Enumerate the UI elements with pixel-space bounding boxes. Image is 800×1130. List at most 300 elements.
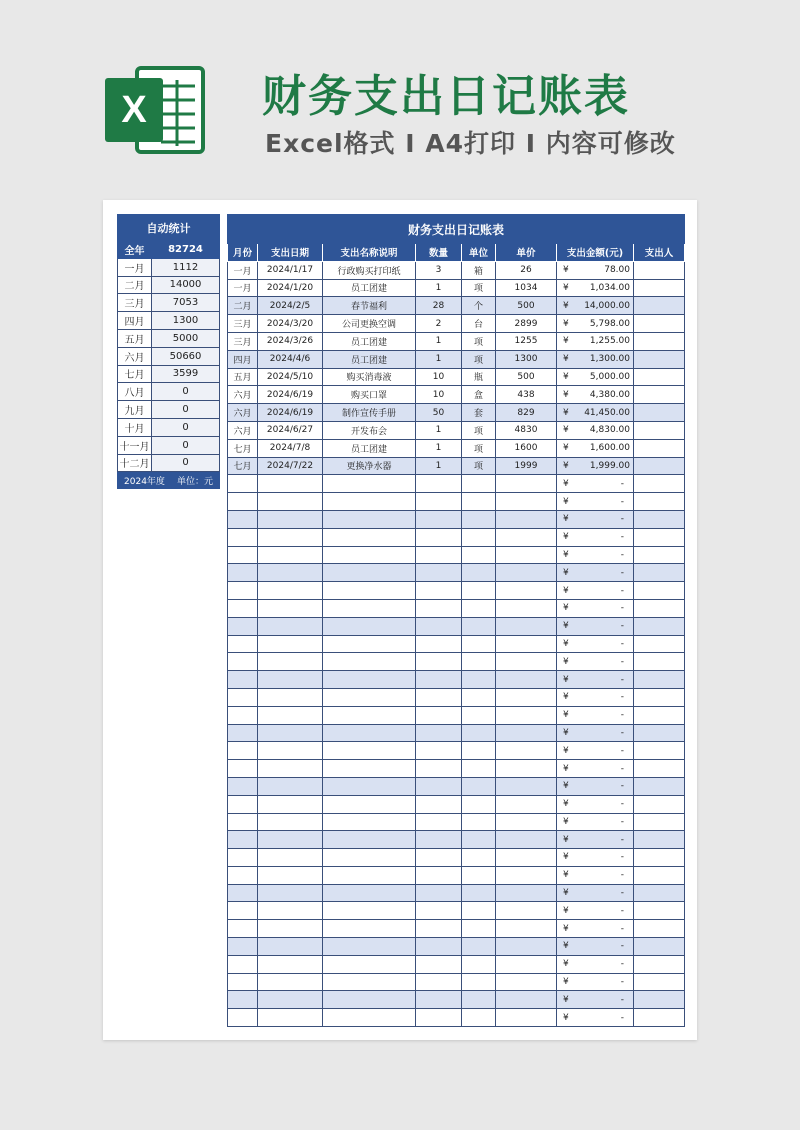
cell-amount[interactable]: ¥ - [557,475,634,493]
cell-price[interactable] [496,777,557,795]
cell-date[interactable] [258,688,323,706]
cell-qty[interactable] [416,884,462,902]
cell-month[interactable] [228,546,258,564]
cell-unit[interactable] [462,653,496,671]
cell-unit[interactable] [462,742,496,760]
cell-price[interactable]: 438 [496,386,557,404]
cell-month[interactable] [228,599,258,617]
cell-desc[interactable] [323,528,416,546]
cell-qty[interactable] [416,688,462,706]
cell-desc[interactable] [323,973,416,991]
cell-payer[interactable] [634,760,685,778]
cell-unit[interactable] [462,991,496,1009]
cell-date[interactable] [258,991,323,1009]
stats-month-value[interactable]: 1112 [152,258,220,276]
cell-desc[interactable] [323,991,416,1009]
cell-payer[interactable] [634,866,685,884]
stats-month-value[interactable]: 3599 [152,365,220,383]
cell-amount[interactable]: ¥ - [557,884,634,902]
cell-amount[interactable]: ¥ 4,380.00 [557,386,634,404]
cell-qty[interactable]: 1 [416,332,462,350]
cell-date[interactable]: 2024/4/6 [258,350,323,368]
cell-amount[interactable]: ¥ - [557,653,634,671]
cell-desc[interactable] [323,920,416,938]
cell-amount[interactable]: ¥ 14,000.00 [557,297,634,315]
cell-unit[interactable] [462,973,496,991]
cell-month[interactable]: 六月 [228,404,258,422]
cell-date[interactable]: 2024/2/5 [258,297,323,315]
cell-date[interactable] [258,742,323,760]
cell-price[interactable]: 4830 [496,421,557,439]
cell-date[interactable]: 2024/5/10 [258,368,323,386]
cell-desc[interactable]: 更换净水器 [323,457,416,475]
cell-qty[interactable]: 2 [416,315,462,333]
cell-unit[interactable] [462,1009,496,1027]
cell-amount[interactable]: ¥ 1,999.00 [557,457,634,475]
cell-unit[interactable] [462,938,496,956]
cell-desc[interactable] [323,831,416,849]
cell-qty[interactable] [416,546,462,564]
stats-month-label[interactable]: 四月 [118,312,152,330]
cell-amount[interactable]: ¥ - [557,1009,634,1027]
cell-payer[interactable] [634,831,685,849]
cell-amount[interactable]: ¥ 4,830.00 [557,421,634,439]
stats-month-label[interactable]: 八月 [118,383,152,401]
cell-price[interactable] [496,635,557,653]
cell-desc[interactable] [323,724,416,742]
cell-unit[interactable] [462,849,496,867]
cell-qty[interactable] [416,475,462,493]
cell-price[interactable]: 829 [496,404,557,422]
cell-unit[interactable] [462,866,496,884]
cell-month[interactable] [228,902,258,920]
cell-month[interactable] [228,635,258,653]
cell-date[interactable] [258,777,323,795]
cell-payer[interactable] [634,884,685,902]
cell-payer[interactable] [634,421,685,439]
cell-amount[interactable]: ¥ - [557,777,634,795]
cell-unit[interactable] [462,493,496,511]
cell-unit[interactable]: 项 [462,350,496,368]
cell-desc[interactable] [323,653,416,671]
cell-unit[interactable]: 盒 [462,386,496,404]
cell-month[interactable]: 六月 [228,421,258,439]
cell-month[interactable]: 七月 [228,457,258,475]
cell-price[interactable] [496,493,557,511]
cell-desc[interactable] [323,493,416,511]
cell-amount[interactable]: ¥ - [557,902,634,920]
cell-amount[interactable]: ¥ - [557,635,634,653]
cell-price[interactable] [496,706,557,724]
cell-desc[interactable] [323,849,416,867]
cell-amount[interactable]: ¥ 41,450.00 [557,404,634,422]
stats-month-label[interactable]: 二月 [118,276,152,294]
cell-month[interactable] [228,742,258,760]
cell-month[interactable] [228,617,258,635]
cell-desc[interactable] [323,813,416,831]
stats-month-label[interactable]: 七月 [118,365,152,383]
cell-month[interactable] [228,510,258,528]
cell-date[interactable] [258,902,323,920]
cell-month[interactable] [228,831,258,849]
cell-payer[interactable] [634,546,685,564]
cell-month[interactable] [228,884,258,902]
cell-date[interactable] [258,938,323,956]
stats-month-label[interactable]: 五月 [118,329,152,347]
stats-total-value[interactable]: 82724 [152,241,220,259]
stats-month-value[interactable]: 0 [152,454,220,472]
cell-amount[interactable]: ¥ - [557,582,634,600]
cell-amount[interactable]: ¥ - [557,831,634,849]
cell-price[interactable] [496,884,557,902]
cell-payer[interactable] [634,724,685,742]
cell-unit[interactable] [462,510,496,528]
cell-desc[interactable]: 春节福利 [323,297,416,315]
cell-month[interactable] [228,564,258,582]
cell-desc[interactable] [323,475,416,493]
cell-amount[interactable]: ¥ - [557,510,634,528]
cell-amount[interactable]: ¥ - [557,724,634,742]
cell-payer[interactable] [634,671,685,689]
cell-desc[interactable] [323,688,416,706]
cell-date[interactable]: 2024/6/19 [258,386,323,404]
cell-price[interactable] [496,599,557,617]
cell-desc[interactable] [323,902,416,920]
cell-unit[interactable] [462,760,496,778]
cell-desc[interactable]: 开发布会 [323,421,416,439]
cell-payer[interactable] [634,368,685,386]
cell-unit[interactable] [462,546,496,564]
cell-price[interactable]: 26 [496,261,557,279]
cell-month[interactable] [228,582,258,600]
cell-desc[interactable] [323,582,416,600]
cell-price[interactable] [496,760,557,778]
cell-date[interactable] [258,760,323,778]
cell-payer[interactable] [634,510,685,528]
cell-price[interactable] [496,582,557,600]
cell-date[interactable]: 2024/7/8 [258,439,323,457]
cell-qty[interactable]: 1 [416,439,462,457]
cell-desc[interactable] [323,510,416,528]
cell-desc[interactable]: 购买口罩 [323,386,416,404]
stats-month-label[interactable]: 十一月 [118,436,152,454]
cell-unit[interactable]: 箱 [462,261,496,279]
cell-qty[interactable] [416,760,462,778]
stats-month-label[interactable]: 一月 [118,258,152,276]
cell-unit[interactable] [462,920,496,938]
cell-amount[interactable]: ¥ - [557,617,634,635]
cell-payer[interactable] [634,261,685,279]
cell-month[interactable] [228,920,258,938]
column-header[interactable]: 支出名称说明 [323,244,416,262]
cell-price[interactable] [496,813,557,831]
cell-date[interactable] [258,671,323,689]
cell-desc[interactable] [323,617,416,635]
cell-desc[interactable] [323,938,416,956]
cell-desc[interactable]: 员工团建 [323,350,416,368]
column-header[interactable]: 支出金额(元) [557,244,634,262]
cell-date[interactable] [258,866,323,884]
cell-month[interactable] [228,528,258,546]
cell-payer[interactable] [634,439,685,457]
cell-month[interactable]: 三月 [228,315,258,333]
cell-price[interactable] [496,475,557,493]
cell-price[interactable] [496,617,557,635]
cell-payer[interactable] [634,991,685,1009]
cell-payer[interactable] [634,332,685,350]
cell-month[interactable] [228,475,258,493]
cell-price[interactable] [496,510,557,528]
cell-qty[interactable] [416,991,462,1009]
cell-amount[interactable]: ¥ 5,000.00 [557,368,634,386]
cell-unit[interactable]: 项 [462,332,496,350]
cell-month[interactable]: 一月 [228,279,258,297]
cell-month[interactable]: 七月 [228,439,258,457]
cell-qty[interactable] [416,866,462,884]
cell-desc[interactable]: 员工团建 [323,439,416,457]
cell-amount[interactable]: ¥ - [557,742,634,760]
cell-unit[interactable] [462,831,496,849]
cell-payer[interactable] [634,973,685,991]
stats-month-value[interactable]: 0 [152,436,220,454]
column-header[interactable]: 支出人 [634,244,685,262]
cell-date[interactable] [258,510,323,528]
cell-desc[interactable]: 购买消毒液 [323,368,416,386]
cell-unit[interactable] [462,795,496,813]
cell-price[interactable] [496,955,557,973]
column-header[interactable]: 数量 [416,244,462,262]
cell-desc[interactable] [323,866,416,884]
cell-qty[interactable]: 10 [416,386,462,404]
cell-month[interactable] [228,653,258,671]
cell-price[interactable] [496,831,557,849]
cell-amount[interactable]: ¥ 1,255.00 [557,332,634,350]
cell-payer[interactable] [634,599,685,617]
cell-month[interactable] [228,760,258,778]
cell-payer[interactable] [634,528,685,546]
cell-price[interactable] [496,866,557,884]
cell-payer[interactable] [634,617,685,635]
cell-payer[interactable] [634,635,685,653]
cell-amount[interactable]: ¥ - [557,991,634,1009]
cell-payer[interactable] [634,350,685,368]
cell-amount[interactable]: ¥ - [557,938,634,956]
cell-qty[interactable] [416,493,462,511]
stats-month-value[interactable]: 0 [152,418,220,436]
cell-desc[interactable]: 员工团建 [323,279,416,297]
cell-payer[interactable] [634,315,685,333]
cell-unit[interactable]: 项 [462,279,496,297]
cell-desc[interactable] [323,1009,416,1027]
cell-month[interactable]: 四月 [228,350,258,368]
cell-desc[interactable] [323,795,416,813]
cell-month[interactable]: 一月 [228,261,258,279]
cell-payer[interactable] [634,1009,685,1027]
cell-qty[interactable] [416,671,462,689]
cell-payer[interactable] [634,475,685,493]
cell-qty[interactable]: 50 [416,404,462,422]
cell-date[interactable] [258,653,323,671]
cell-unit[interactable] [462,706,496,724]
cell-date[interactable] [258,1009,323,1027]
cell-amount[interactable]: ¥ - [557,973,634,991]
cell-payer[interactable] [634,849,685,867]
cell-qty[interactable] [416,849,462,867]
cell-date[interactable]: 2024/7/22 [258,457,323,475]
cell-amount[interactable]: ¥ - [557,955,634,973]
cell-unit[interactable]: 项 [462,439,496,457]
cell-price[interactable] [496,973,557,991]
cell-payer[interactable] [634,938,685,956]
cell-qty[interactable] [416,777,462,795]
cell-qty[interactable]: 1 [416,279,462,297]
cell-month[interactable] [228,688,258,706]
cell-month[interactable]: 六月 [228,386,258,404]
cell-price[interactable]: 1999 [496,457,557,475]
stats-month-value[interactable]: 0 [152,401,220,419]
cell-unit[interactable]: 项 [462,421,496,439]
cell-amount[interactable]: ¥ - [557,795,634,813]
cell-payer[interactable] [634,777,685,795]
cell-amount[interactable]: ¥ - [557,546,634,564]
cell-date[interactable]: 2024/6/27 [258,421,323,439]
cell-date[interactable]: 2024/6/19 [258,404,323,422]
cell-amount[interactable]: ¥ - [557,866,634,884]
cell-qty[interactable] [416,724,462,742]
cell-month[interactable] [228,795,258,813]
cell-date[interactable] [258,884,323,902]
cell-payer[interactable] [634,653,685,671]
cell-date[interactable] [258,973,323,991]
cell-price[interactable] [496,742,557,760]
cell-date[interactable] [258,831,323,849]
cell-date[interactable] [258,635,323,653]
cell-price[interactable]: 500 [496,297,557,315]
cell-qty[interactable] [416,653,462,671]
cell-qty[interactable] [416,635,462,653]
cell-payer[interactable] [634,795,685,813]
cell-date[interactable] [258,849,323,867]
stats-month-label[interactable]: 十月 [118,418,152,436]
stats-month-label[interactable]: 六月 [118,347,152,365]
cell-date[interactable] [258,475,323,493]
cell-month[interactable]: 三月 [228,332,258,350]
cell-amount[interactable]: ¥ - [557,671,634,689]
cell-month[interactable] [228,991,258,1009]
cell-amount[interactable]: ¥ - [557,849,634,867]
cell-price[interactable]: 1600 [496,439,557,457]
stats-month-label[interactable]: 九月 [118,401,152,419]
cell-month[interactable]: 二月 [228,297,258,315]
cell-amount[interactable]: ¥ - [557,688,634,706]
cell-date[interactable] [258,599,323,617]
cell-desc[interactable]: 行政购买打印纸 [323,261,416,279]
cell-unit[interactable]: 台 [462,315,496,333]
cell-price[interactable] [496,724,557,742]
cell-date[interactable] [258,706,323,724]
cell-desc[interactable] [323,742,416,760]
cell-price[interactable] [496,671,557,689]
cell-unit[interactable] [462,528,496,546]
cell-desc[interactable] [323,777,416,795]
cell-month[interactable] [228,777,258,795]
cell-price[interactable] [496,546,557,564]
stats-month-value[interactable]: 7053 [152,294,220,312]
cell-price[interactable] [496,938,557,956]
cell-unit[interactable] [462,688,496,706]
cell-unit[interactable] [462,724,496,742]
cell-month[interactable] [228,938,258,956]
cell-date[interactable] [258,795,323,813]
cell-amount[interactable]: ¥ - [557,528,634,546]
cell-qty[interactable] [416,528,462,546]
cell-payer[interactable] [634,457,685,475]
cell-payer[interactable] [634,813,685,831]
cell-payer[interactable] [634,279,685,297]
cell-qty[interactable]: 1 [416,421,462,439]
cell-unit[interactable] [462,582,496,600]
cell-unit[interactable] [462,635,496,653]
cell-price[interactable] [496,849,557,867]
cell-qty[interactable] [416,973,462,991]
cell-date[interactable] [258,617,323,635]
stats-month-value[interactable]: 50660 [152,347,220,365]
cell-qty[interactable]: 28 [416,297,462,315]
cell-month[interactable] [228,955,258,973]
column-header[interactable]: 月份 [228,244,258,262]
column-header[interactable]: 单价 [496,244,557,262]
cell-price[interactable] [496,1009,557,1027]
cell-month[interactable] [228,973,258,991]
cell-qty[interactable] [416,920,462,938]
cell-date[interactable] [258,813,323,831]
cell-price[interactable] [496,920,557,938]
cell-desc[interactable] [323,599,416,617]
cell-payer[interactable] [634,955,685,973]
cell-desc[interactable] [323,564,416,582]
cell-qty[interactable] [416,813,462,831]
cell-unit[interactable]: 套 [462,404,496,422]
cell-qty[interactable] [416,955,462,973]
cell-qty[interactable]: 1 [416,350,462,368]
cell-qty[interactable]: 1 [416,457,462,475]
cell-unit[interactable] [462,813,496,831]
cell-qty[interactable] [416,564,462,582]
cell-date[interactable] [258,920,323,938]
cell-qty[interactable]: 3 [416,261,462,279]
cell-unit[interactable] [462,617,496,635]
stats-month-value[interactable]: 1300 [152,312,220,330]
cell-month[interactable] [228,724,258,742]
cell-date[interactable]: 2024/1/17 [258,261,323,279]
cell-payer[interactable] [634,688,685,706]
cell-qty[interactable] [416,510,462,528]
cell-month[interactable] [228,493,258,511]
cell-date[interactable] [258,955,323,973]
cell-qty[interactable] [416,795,462,813]
cell-unit[interactable] [462,564,496,582]
column-header[interactable]: 支出日期 [258,244,323,262]
cell-desc[interactable] [323,884,416,902]
stats-month-label[interactable]: 三月 [118,294,152,312]
cell-amount[interactable]: ¥ 1,300.00 [557,350,634,368]
cell-payer[interactable] [634,386,685,404]
stats-total-label[interactable]: 全年 [118,241,152,259]
cell-unit[interactable] [462,902,496,920]
cell-price[interactable]: 1034 [496,279,557,297]
cell-price[interactable] [496,688,557,706]
cell-price[interactable]: 1300 [496,350,557,368]
